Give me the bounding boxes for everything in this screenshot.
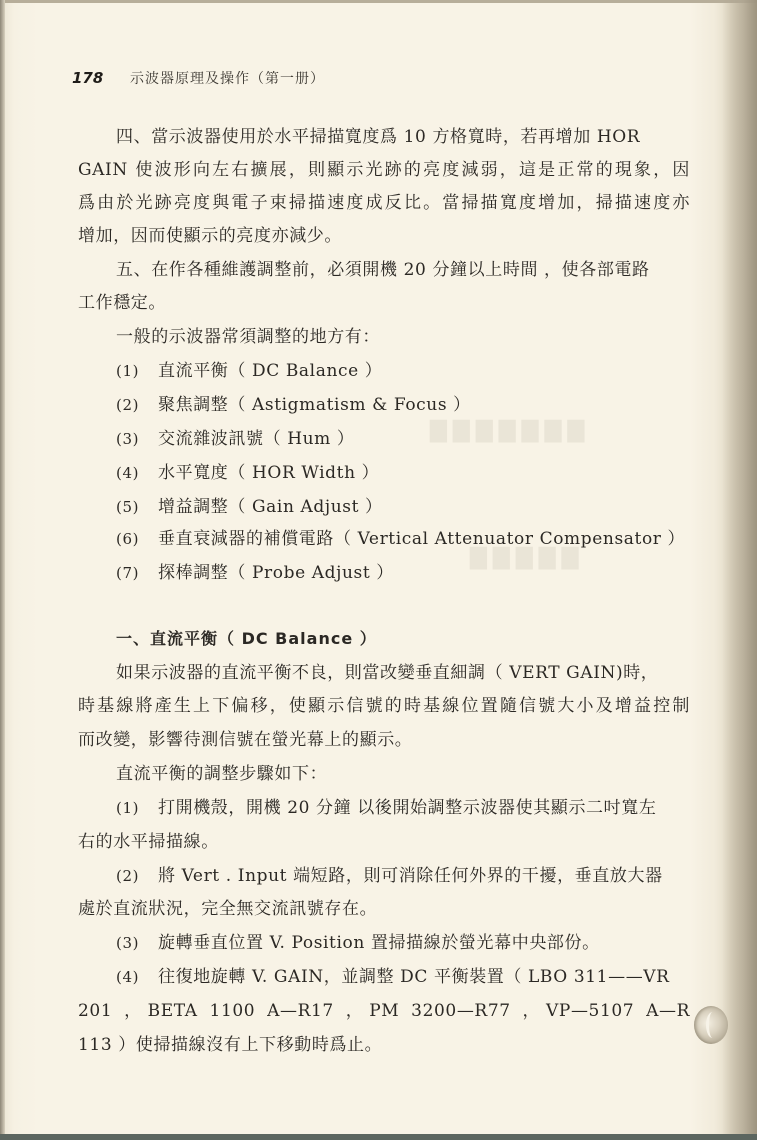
- adjust-list-item: [116, 394, 471, 416]
- step-text-continued: 處於直流狀況，完全無交流訊號存在。: [78, 899, 378, 919]
- list-text: 直流平衡（ DC Balance ）: [158, 361, 383, 381]
- list-number: (6): [116, 530, 140, 548]
- adjust-list-item: [116, 528, 685, 550]
- adjust-list-item: [116, 428, 355, 450]
- step-item: [116, 865, 663, 887]
- step-text: 往復地旋轉 V. GAIN，並調整 DC 平衡裝置（ LBO 311——VR: [158, 967, 670, 987]
- section-heading-dc-balance: 一、直流平衡（ DC Balance ）: [116, 629, 377, 648]
- page-number: 178: [72, 69, 104, 87]
- paragraph-5-line-2: 工作穩定。: [78, 293, 166, 313]
- adjust-list-item: [116, 360, 382, 382]
- step-text-continued: 右的水平掃描線。: [78, 832, 219, 852]
- page-top-edge: [0, 0, 757, 3]
- step-text: 打開機殼，開機 20 分鐘 以後開始調整示波器使其顯示二吋寬左: [158, 798, 657, 818]
- paragraph-4-line-2: GAIN 使波形向左右擴展，則顯示光跡的亮度減弱，這是正常的現象，因: [78, 160, 690, 180]
- list-number: (5): [116, 498, 140, 516]
- list-number: (3): [116, 430, 140, 448]
- step-number: (4): [116, 968, 140, 986]
- step-text: 旋轉垂直位置 V. Position 置掃描線於螢光幕中央部份。: [158, 933, 600, 953]
- adjust-list-item: [116, 562, 394, 584]
- list-text: 水平寬度（ HOR Width ）: [158, 463, 380, 483]
- list-number: (2): [116, 396, 140, 414]
- bleed-through-text: ▇▇▇▇▇▇▇: [430, 418, 591, 443]
- running-head: [72, 68, 325, 88]
- adjust-list-item: [116, 496, 383, 518]
- bleed-through-text: ▇▇▇▇▇: [470, 545, 585, 570]
- adjust-list-intro: 一般的示波器常須調整的地方有：: [116, 327, 380, 347]
- step-item: [116, 932, 600, 954]
- step-text-continued: 113 ）使掃描線沒有上下移動時爲止。: [78, 1035, 383, 1055]
- list-text: 聚焦調整（ Astigmatism & Focus ）: [158, 395, 471, 415]
- paragraph-4-line-3: 爲由於光跡亮度與電子束掃描速度成反比。當掃描寬度增加，掃描速度亦: [78, 193, 690, 213]
- paragraph-4-line-1: 四、當示波器使用於水平掃描寬度爲 10 方格寬時，若再增加 HOR: [116, 127, 641, 147]
- list-text: 探棒調整（ Probe Adjust ）: [158, 563, 394, 583]
- section-body-line-3: 而改變，影響待測信號在螢光幕上的顯示。: [78, 730, 413, 750]
- list-number: (1): [116, 362, 140, 380]
- steps-intro: 直流平衡的調整步驟如下：: [116, 764, 328, 784]
- section-body-line-1: 如果示波器的直流平衡不良，則當改變垂直細調（ VERT GAIN)時，: [116, 663, 659, 683]
- page-left-edge: [0, 0, 5, 1140]
- list-number: (7): [116, 564, 140, 582]
- step-number: (1): [116, 799, 140, 817]
- adjust-list-item: [116, 462, 379, 484]
- list-text: 交流雜波訊號（ Hum ）: [158, 429, 355, 449]
- book-title: 示波器原理及操作（第一册）: [130, 71, 325, 87]
- gutter-shadow: [722, 0, 757, 1140]
- step-item: [116, 966, 670, 988]
- list-text: 垂直衰減器的補償電路（ Vertical Attenuator Compensator ）: [158, 529, 686, 549]
- step-number: (3): [116, 934, 140, 952]
- list-number: (4): [116, 464, 140, 482]
- list-text: 增益調整（ Gain Adjust ）: [158, 497, 383, 517]
- step-number: (2): [116, 867, 140, 885]
- paragraph-5-line-1: 五、在作各種維護調整前，必須開機 20 分鐘以上時間 ，使各部電路: [116, 260, 650, 280]
- binder-hole: [694, 1006, 728, 1044]
- page-bottom-edge: [0, 1134, 757, 1140]
- section-body-line-2: 時基線將產生上下偏移，使顯示信號的時基線位置隨信號大小及增益控制: [78, 696, 690, 716]
- step-item: [116, 797, 656, 819]
- step-text-continued: 201 ，BETA 1100 A—R17 ，PM 3200—R77 ，VP—5107 A—R: [78, 1001, 690, 1021]
- step-text: 將 Vert . Input 端短路，則可消除任何外界的干擾，垂直放大器: [158, 866, 663, 886]
- paragraph-4-line-4: 增加，因而使顯示的亮度亦減少。: [78, 226, 342, 246]
